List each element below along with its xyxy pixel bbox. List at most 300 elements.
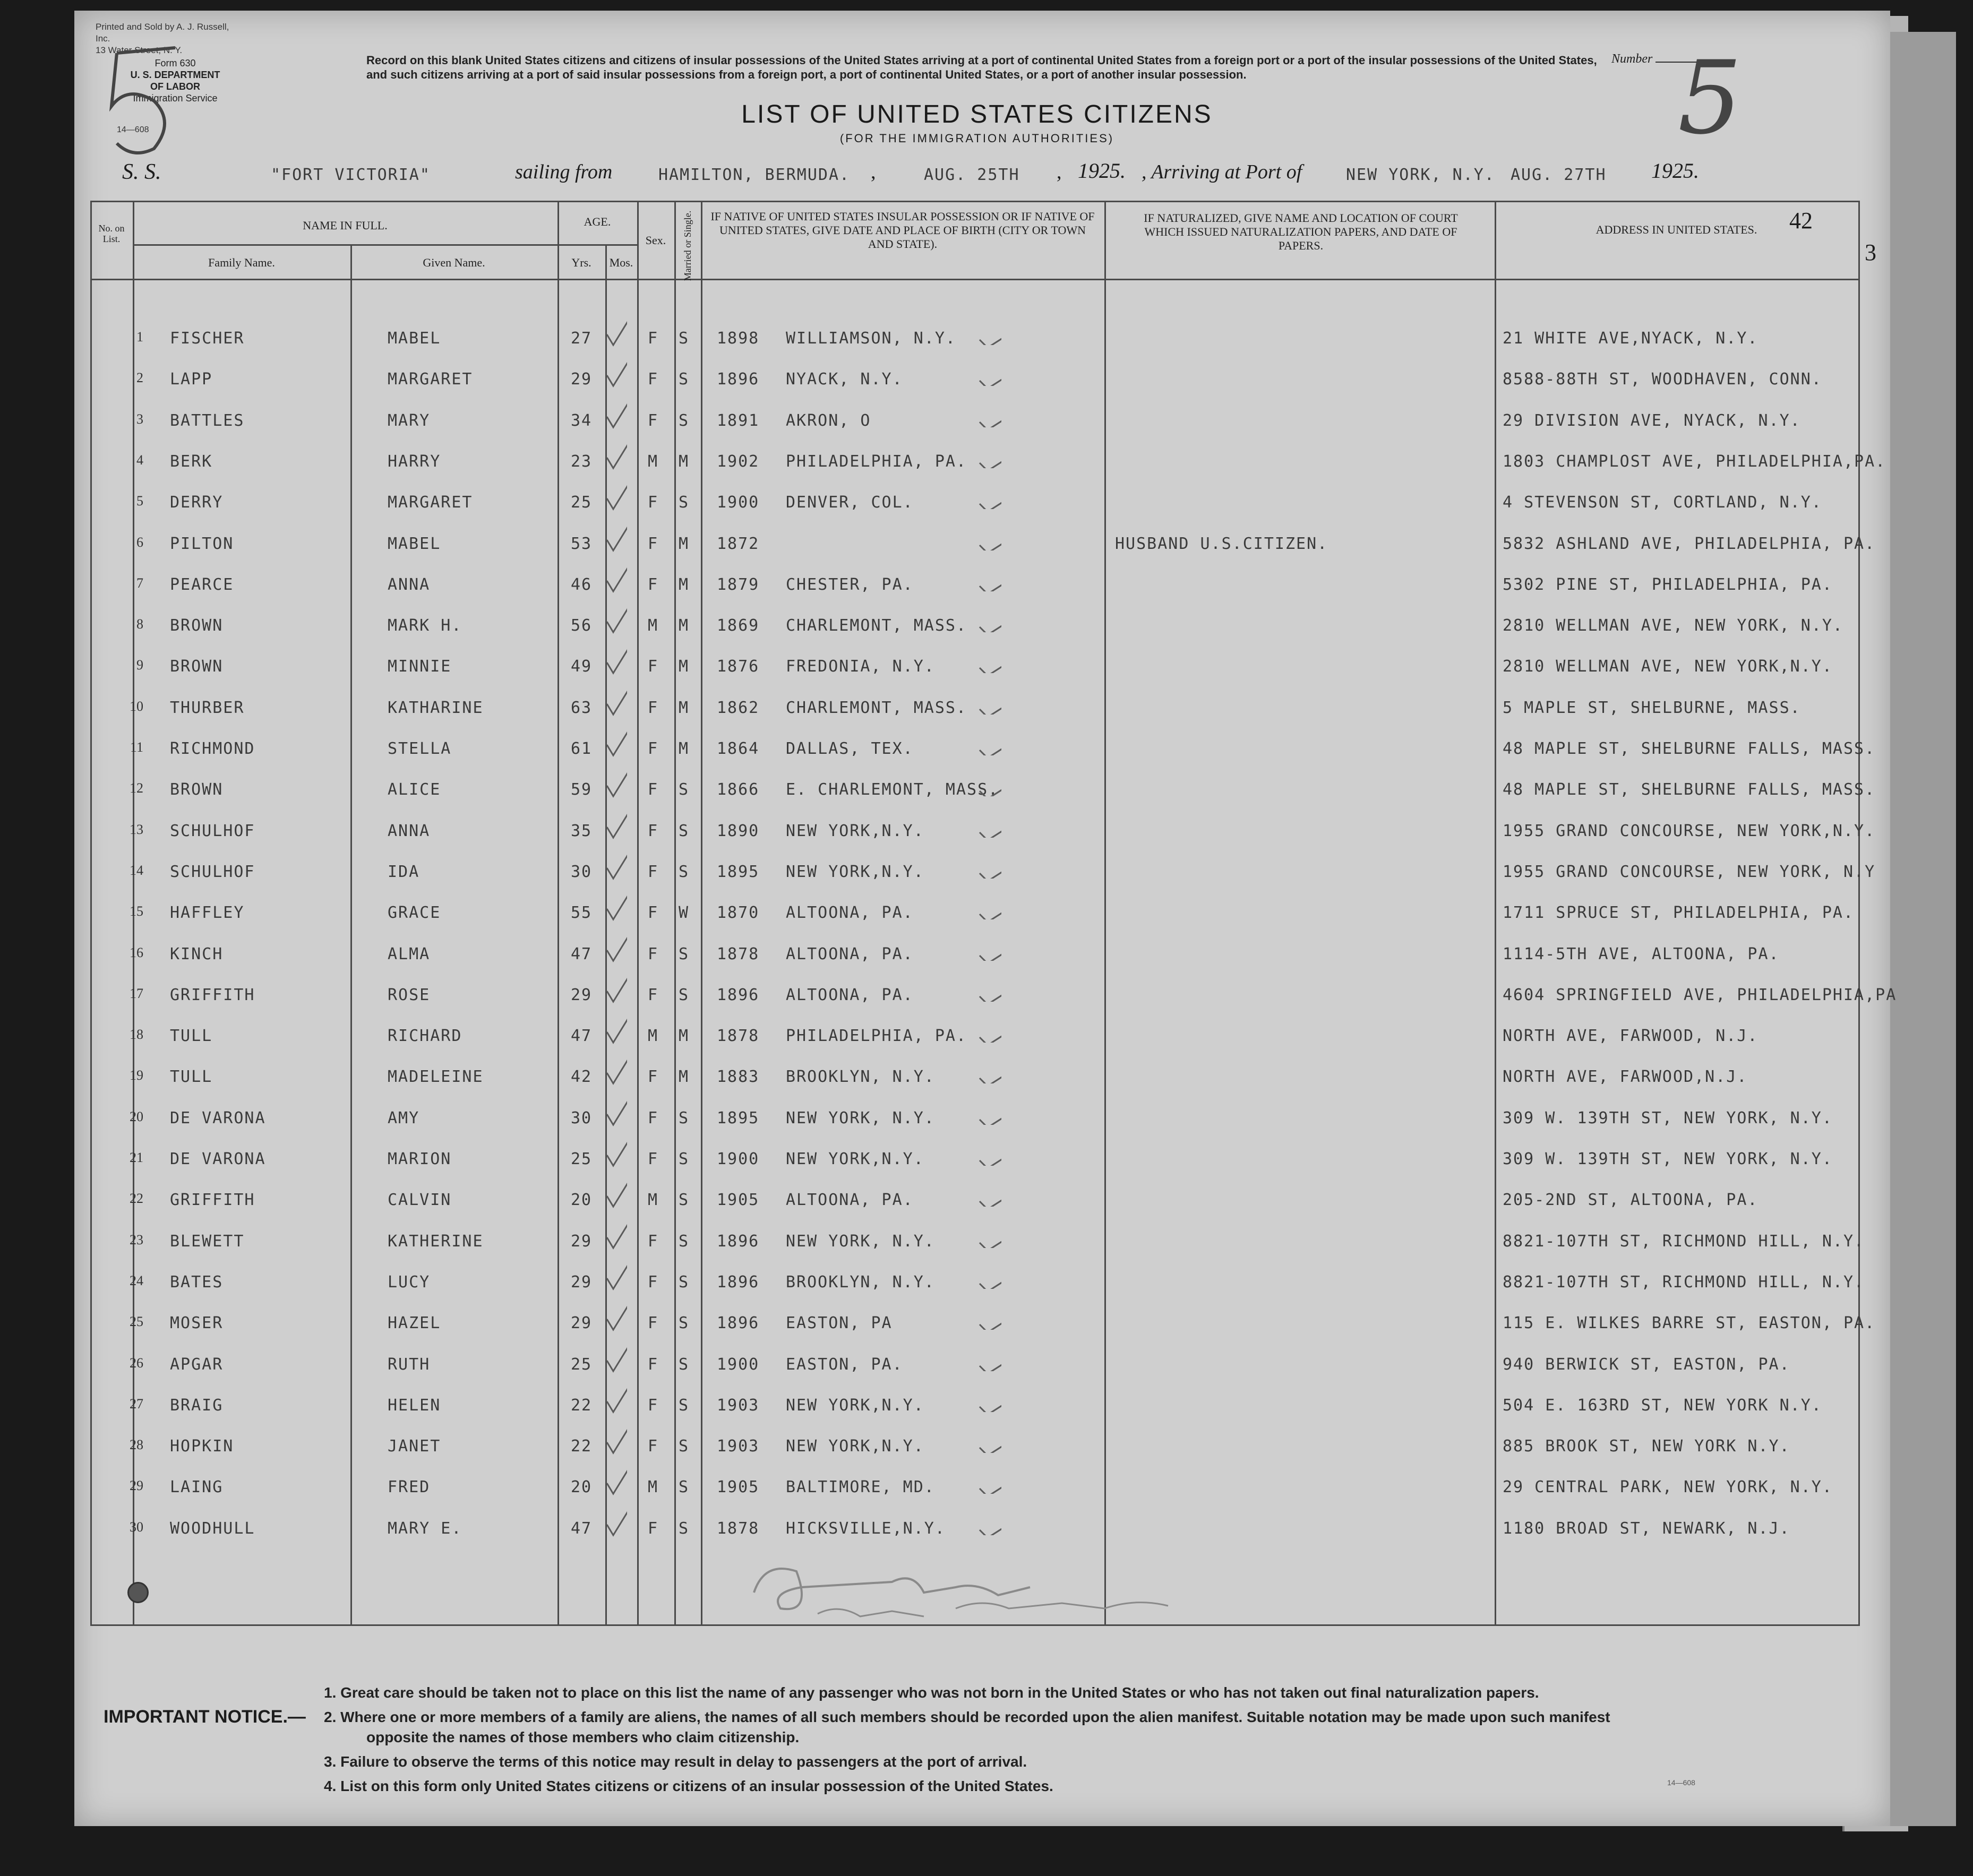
birth-place: NEW YORK,N.Y.: [786, 1437, 924, 1456]
col-header-months: Mos.: [609, 256, 633, 269]
family-name: APGAR: [170, 1355, 224, 1374]
handwritten-list-number: 5: [1678, 39, 1742, 157]
check-mark-icon: [603, 1380, 627, 1417]
family-name: TULL: [170, 1068, 213, 1087]
record-instructions: Record on this blank United States citizens and citizens of insular possessions of the United States arriving at a port of continental United States from a foreign port or a port of the insular possessions of the United States, and such citizens arriving at a port of said insular possessions from a foreign port, a port of continental United States, or a port of another insular possession.: [366, 54, 1597, 81]
birth-place: ALTOONA, PA.: [786, 985, 914, 1004]
given-name: RUTH: [388, 1355, 431, 1374]
row-number: 18: [130, 1027, 143, 1043]
age-years: 53: [571, 534, 593, 553]
age-years: 46: [571, 575, 593, 594]
marital-status: S: [679, 944, 690, 963]
row-number: 11: [130, 739, 143, 755]
family-name: LAING: [170, 1478, 224, 1497]
col-header-birth: IF NATIVE OF UNITED STATES INSULAR POSSESSION OR IF NATIVE OF UNITED STATES, GIVE DATE AND PLACE OF BIRTH (CITY OR TOWN AND STATE).: [710, 210, 1095, 251]
row-number: 26: [130, 1355, 143, 1371]
address: 115 E. WILKES BARRE ST, EASTON, PA.: [1503, 1314, 1876, 1333]
birth-place: BALTIMORE, MD.: [786, 1478, 935, 1497]
check-mark-icon: [977, 1457, 1001, 1494]
col-header-sex: Sex.: [645, 234, 666, 247]
row-number: 4: [136, 452, 143, 468]
marital-status: M: [679, 575, 690, 594]
age-years: 34: [571, 411, 593, 430]
marital-status: M: [679, 657, 690, 676]
age-years: 30: [571, 1108, 593, 1128]
family-name: SCHULHOF: [170, 862, 255, 881]
row-number: 10: [130, 698, 143, 714]
marital-status: M: [679, 616, 690, 635]
address: 8821-107TH ST, RICHMOND HILL, N.Y.: [1503, 1232, 1865, 1251]
family-name: FISCHER: [170, 329, 245, 348]
family-name: MOSER: [170, 1314, 224, 1333]
birth-place: NEW YORK,N.Y.: [786, 1396, 924, 1415]
given-name: GRACE: [388, 903, 441, 923]
family-name: WOODHULL: [170, 1519, 255, 1538]
birth-year: 1862: [717, 698, 760, 717]
marital-status: M: [679, 739, 690, 758]
marital-status: S: [679, 411, 690, 430]
row-number: 17: [130, 985, 143, 1001]
given-name: MADELEINE: [388, 1068, 484, 1087]
birth-place: FREDONIA, N.Y.: [786, 657, 935, 676]
family-name: BROWN: [170, 780, 224, 799]
birth-year: 1903: [717, 1396, 760, 1415]
marital-status: S: [679, 780, 690, 799]
birth-place: CHARLEMONT, MASS.: [786, 698, 967, 717]
birth-year: 1895: [717, 1108, 760, 1128]
check-mark-icon: [977, 1088, 1001, 1125]
sex: F: [648, 329, 659, 348]
birth-place: EASTON, PA.: [786, 1355, 903, 1374]
sex: F: [648, 1232, 659, 1251]
check-mark-icon: [603, 477, 627, 514]
address: 8821-107TH ST, RICHMOND HILL, N.Y.: [1503, 1272, 1865, 1292]
birth-year: 1879: [717, 575, 760, 594]
birth-year: 1896: [717, 1272, 760, 1292]
age-years: 22: [571, 1437, 593, 1456]
sex: F: [648, 370, 659, 389]
birth-year: 1896: [717, 1232, 760, 1251]
birth-place: PHILADELPHIA, PA.: [786, 1027, 967, 1046]
table-top-rule: [90, 201, 1858, 202]
sex: M: [648, 1027, 659, 1046]
sex: F: [648, 1108, 659, 1128]
manifest-page: Printed and Sold by A. J. Russell, Inc. 13 Water Street, N. Y. Form 630 U. S. DEPARTMENT OF LABOR Immigration Service 14—608 Record on this blank United States citizens and citizens of insular possessions of the United States arriving at a port of continental United States from a foreign port or a port of the insular possessions of the United States, and such citizens arriving at a port of said insular possessions from a foreign port, a port of continental United States, or a port of another insular possession. Number 5 LIST OF UNITED STATES CITIZENS (FOR THE IMMIGRATION AUTHORITIES) S. S. "FORT VICTORIA" sailing from HAMILTON, BERMUDA. , AUG. 25TH , 1925. , Arriving at Port of NEW YORK, N.Y. AUG. 27TH 1925. No. on List. NAME IN FULL. Family Name. Given Name. AGE. Yrs. Mos. Sex. Married or Single. IF NATIVE OF UNITED STATES INSULAR POSSESSION OR IF NATIVE OF UNITED STATES, GIVE DATE AND PLACE OF BIRTH (CITY OR TOWN AND STATE). IF NATURALIZED, GIVE NAME AND LOCATION OF COURT WHICH ISSUED NATURALIZATION PAPERS, AND DATE OF PAPERS. ADDRESS IN UNITED STATES. 42 3 1 FISCHER MABEL 27 F S 1898 WILLIAMSON, N.Y. 21 WHITE AVE,NYACK, N.Y. 2 LAPP MARGARET 29 F S 1896 NYACK, N.Y. 8588-88TH ST, WOODHAVEN, CONN. 3 BATTLES MARY 34 F S 1891 AKRON, O 29 DIVISION AVE, NYACK, N.Y. 4 BERK HARRY 23 M M 1902 PHILADELPHIA, PA. 1803 CHAMPLOST AVE, PHILADELPHIA,PA. 5 DERRY MARGARET 25 F S 1900 DENVER, COL. 4 STEVENSON ST, CORTLAND, N.Y. 6 PILTON MABEL 53 F M 1872 HUSBAND U.S.CITIZEN. 5832 ASHLAND AVE, PHILADELPHIA, PA. 7 PEARCE ANNA 46 F M 1879 CHESTER, PA. 5302 PINE ST, PHILADELPHIA, PA. 8 BROWN MARK H. 56 M M 1869 CHARLEMONT, MASS. 2810 WELLMAN AVE, NEW YORK, N.Y. 9 BROWN MINNIE 49 F M 1876 FREDONIA, N.Y. 2810 WELLMAN AVE, NEW YORK,N.Y. 10 THURBER KATHARINE 63 F M 1862 CHARLEMONT, MASS. 5 MAPLE ST, SHELBURNE, MASS. 11 RICHMOND STELLA 61 F M 1864 DALLAS, TEX. 48 MAPLE ST, SHELBURNE FALLS, MASS. 12 BROWN ALICE 59 F S 1866 E. CHARLEMONT, MASS. 48 MAPLE ST, SHELBURNE FALLS, MASS. 13 SCHULHOF ANNA 35 F S 1890 NEW YORK,N.Y. 1955 GRAND CONCOURSE, NEW YORK,N.Y. 14 SCHULHOF IDA 30 F S 1895 NEW YORK,N.Y. 1955 GRAND CONCOURSE, NEW YORK, N.Y 15 HAFFLEY GRACE 55 F W 1870 ALTOONA, PA. 1711 SPRUCE ST, PHILADELPHIA, PA. 16 KINCH ALMA 47 F S 1878 ALTOONA, PA. 1114-5TH AVE, ALTOONA, PA. 17 GRIFFITH ROSE 29 F S 1896 ALTOONA, PA. 4604 SPRINGFIELD AVE, PHILADELPHIA,PA 18 TULL RICHARD 47 M M 1878 PHILADELPHIA, PA. NORTH AVE, FARWOOD, N.J. 19 TULL MADELEINE 42 F M 1883 BROOKLYN, N.Y. NORTH AVE, FARWOOD,N.J. 20 DE VARONA AMY 30 F S 1895 NEW YORK, N.Y. 309 W. 139TH ST, NEW YORK, N.Y. 21 DE VARONA MARION 25 F S 1900 NEW YORK,N.Y. 309 W. 139TH ST, NEW YORK, N.Y. 22 GRIFFITH CALVIN 20 M S 1905 ALTOONA, PA. 205-2ND ST, ALTOONA, PA. 23 BLEWETT KATHERINE 29 F S 1896 NEW YORK, N.Y. 8821-107TH ST, RICHMOND HILL, N.Y. 24 BATES LUCY 29 F S 1896 BROOKLYN, N.Y. 8821-107TH ST, RICHMOND HILL, N.Y. 25 MOSER HAZEL 29 F S 1896 EASTON, PA 115 E. WILKES BARRE ST, EASTON, PA. 26 APGAR RUTH 25 F S 1900 EASTON, PA. 940 BERWICK ST, EASTON, PA. 27 BRAIG HELEN 22 F S 1903 NEW YORK,N.Y. 504 E. 163RD ST, NEW YORK N.Y. 28 HOPKIN JANET 22 F S 1903 NEW YORK,N.Y. 885 BROOK ST, NEW YORK N.Y. 29 LAING FRED 20 M S 1905 BALTIMORE, MD. 29 CENTRAL PARK, NEW YORK, N.Y. 30 WOODHULL MARY E. 47 F S 1878 HICKSVILLE,N.Y. 1180 BROAD ST, NEWARK, N.J. IMPORTANT NOTICE.— 1. Great care should be taken not to place on this list the name of any passenger who was not born in the United States or who has not taken out final naturalization papers. 2. Where one or more members of a family are aliens, the names of all such members should be recorded upon the alien manifest. Suitable notation may be made upon such manifest opposite the names of those members who claim citizenship. 3. Failure to observe the terms of this notice may result in delay to passengers at the port of arrival. 4. List on this form only United States citizens or citizens of an insular possession of the United States. 14—608: [74, 11, 1890, 1826]
sex: F: [648, 1314, 659, 1333]
naturalization-note: HUSBAND U.S.CITIZEN.: [1115, 534, 1328, 553]
birth-place: HICKSVILLE,N.Y.: [786, 1519, 946, 1538]
family-name: BROWN: [170, 616, 224, 635]
birth-year: 1900: [717, 1355, 760, 1374]
check-mark-icon: [977, 1005, 1001, 1043]
address: 1180 BROAD ST, NEWARK, N.J.: [1503, 1519, 1790, 1538]
marital-status: S: [679, 862, 690, 881]
age-years: 29: [571, 985, 593, 1004]
check-mark-icon: [603, 847, 627, 884]
marital-status: S: [679, 1150, 690, 1168]
marital-status: M: [679, 1027, 690, 1046]
sex: F: [648, 534, 659, 553]
arriving-label: , Arriving at Port of: [1142, 161, 1302, 183]
family-name: HOPKIN: [170, 1437, 234, 1456]
birth-place: NEW YORK,N.Y.: [786, 862, 924, 881]
age-years: 29: [571, 370, 593, 389]
address: 1114-5TH AVE, ALTOONA, PA.: [1503, 944, 1780, 963]
age-years: 55: [571, 903, 593, 923]
given-name: MARGARET: [388, 370, 473, 389]
check-mark-icon: [603, 929, 627, 966]
birth-place: CHESTER, PA.: [786, 575, 914, 594]
check-mark-icon: [603, 395, 627, 433]
birth-year: 1870: [717, 903, 760, 923]
birth-place: CHARLEMONT, MASS.: [786, 616, 967, 635]
form-code: 14—608: [117, 125, 149, 134]
family-name: GRIFFITH: [170, 1191, 255, 1210]
address: 309 W. 139TH ST, NEW YORK, N.Y.: [1503, 1150, 1833, 1168]
row-number: 13: [130, 821, 143, 837]
given-name: RICHARD: [388, 1027, 462, 1046]
birth-place: ALTOONA, PA.: [786, 1191, 914, 1210]
check-mark-icon: [977, 431, 1001, 468]
marital-status: S: [679, 1191, 690, 1210]
check-mark-icon: [603, 560, 627, 597]
given-name: AMY: [388, 1108, 420, 1128]
inspector-signature: [733, 1550, 1317, 1630]
address: 885 BROOK ST, NEW YORK N.Y.: [1503, 1437, 1790, 1456]
sex: F: [648, 944, 659, 963]
row-number: 22: [130, 1191, 143, 1207]
check-mark-icon: [603, 1339, 627, 1376]
service: Immigration Service: [133, 93, 218, 104]
check-mark-icon: [977, 1252, 1001, 1289]
row-number: 8: [136, 616, 143, 632]
birth-place: BROOKLYN, N.Y.: [786, 1272, 935, 1292]
row-number: 2: [136, 370, 143, 386]
col-header-age: AGE.: [584, 215, 611, 228]
family-name: TULL: [170, 1027, 213, 1046]
row-number: 23: [130, 1232, 143, 1247]
birth-place: ALTOONA, PA.: [786, 944, 914, 963]
col-header-number: No. on List.: [98, 223, 125, 244]
address: 205-2ND ST, ALTOONA, PA.: [1503, 1191, 1758, 1210]
given-name: ANNA: [388, 821, 431, 840]
age-years: 20: [571, 1191, 593, 1210]
birth-year: 1866: [717, 780, 760, 799]
age-years: 27: [571, 329, 593, 348]
birth-year: 1896: [717, 985, 760, 1004]
table-header-rule: [90, 279, 1858, 280]
address: 5832 ASHLAND AVE, PHILADELPHIA, PA.: [1503, 534, 1876, 553]
row-number: 1: [136, 329, 143, 345]
row-number: 28: [130, 1437, 143, 1453]
birth-year: 1878: [717, 944, 760, 963]
family-name: THURBER: [170, 698, 245, 717]
departure-year: 1925.: [1078, 159, 1126, 183]
address: 1955 GRAND CONCOURSE, NEW YORK,N.Y.: [1503, 821, 1876, 840]
birth-year: 1872: [717, 534, 760, 553]
ss-label: S. S.: [122, 160, 161, 184]
row-number: 25: [130, 1314, 143, 1330]
row-number: 16: [130, 944, 143, 960]
check-mark-icon: [603, 600, 627, 638]
check-mark-icon: [977, 801, 1001, 838]
age-years: 25: [571, 1150, 593, 1168]
family-name: SCHULHOF: [170, 821, 255, 840]
sex: F: [648, 1519, 659, 1538]
address: 48 MAPLE ST, SHELBURNE FALLS, MASS.: [1503, 739, 1876, 758]
check-mark-icon: [603, 1052, 627, 1089]
check-mark-icon: [603, 1462, 627, 1499]
address: 21 WHITE AVE,NYACK, N.Y.: [1503, 329, 1758, 348]
check-mark-icon: [603, 436, 627, 474]
page-title: LIST OF UNITED STATES CITIZENS: [741, 100, 1213, 128]
age-years: 35: [571, 821, 593, 840]
family-name: KINCH: [170, 944, 224, 963]
row-number: 30: [130, 1519, 143, 1535]
given-name: FRED: [388, 1478, 431, 1497]
number-label: Number: [1611, 52, 1653, 66]
marital-status: S: [679, 329, 690, 348]
row-number: 24: [130, 1272, 143, 1288]
check-mark-icon: [603, 764, 627, 802]
family-name: BERK: [170, 452, 213, 471]
sex: F: [648, 1437, 659, 1456]
check-mark-icon: [977, 718, 1001, 755]
sex: M: [648, 1191, 659, 1210]
address: 504 E. 163RD ST, NEW YORK N.Y.: [1503, 1396, 1822, 1415]
address: 940 BERWICK ST, EASTON, PA.: [1503, 1355, 1790, 1374]
arrival-date: AUG. 27TH: [1511, 166, 1607, 184]
birth-place: E. CHARLEMONT, MASS.: [786, 780, 999, 799]
birth-place: ALTOONA, PA.: [786, 903, 914, 923]
side-number: 3: [1865, 239, 1876, 265]
check-mark-icon: [603, 1175, 627, 1212]
marital-status: S: [679, 1108, 690, 1128]
check-mark-icon: [977, 924, 1001, 961]
notice-item-3: 3. Failure to observe the terms of this notice may result in delay to passengers at the port of arrival.: [324, 1753, 1027, 1770]
birth-place: BROOKLYN, N.Y.: [786, 1068, 935, 1087]
row-number: 20: [130, 1108, 143, 1124]
birth-place: EASTON, PA: [786, 1314, 893, 1333]
notice-item-2-cont: opposite the names of those members who claim citizenship.: [366, 1729, 800, 1745]
age-years: 29: [571, 1232, 593, 1251]
check-mark-icon: [977, 1169, 1001, 1207]
check-mark-icon: [977, 595, 1001, 632]
row-number: 15: [130, 903, 143, 919]
given-name: ANNA: [388, 575, 431, 594]
form-number: Form 630: [155, 58, 196, 68]
marital-status: W: [679, 903, 690, 923]
age-years: 25: [571, 493, 593, 512]
printer-address: 13 Water Street, N. Y.: [96, 45, 183, 55]
marital-status: S: [679, 1478, 690, 1497]
age-years: 23: [571, 452, 593, 471]
given-name: MARK H.: [388, 616, 462, 635]
birth-year: 1891: [717, 411, 760, 430]
age-years: 49: [571, 657, 593, 676]
notice-item-1: 1. Great care should be taken not to place on this list the name of any passenger who was not born in the United States or who has not taken out final naturalization papers.: [324, 1684, 1539, 1701]
age-years: 63: [571, 698, 593, 717]
address: 2810 WELLMAN AVE, NEW YORK, N.Y.: [1503, 616, 1843, 635]
age-years: 61: [571, 739, 593, 758]
row-number: 9: [136, 657, 143, 673]
check-mark-icon: [977, 1293, 1001, 1330]
given-name: ROSE: [388, 985, 431, 1004]
page-number: 42: [1789, 208, 1813, 234]
col-header-given-name: Given Name.: [423, 256, 485, 269]
marital-status: S: [679, 370, 690, 389]
marital-status: S: [679, 1272, 690, 1292]
address: 2810 WELLMAN AVE, NEW YORK,N.Y.: [1503, 657, 1833, 676]
handwritten-number-mark: [96, 42, 202, 159]
marital-status: S: [679, 985, 690, 1004]
check-mark-icon: [603, 888, 627, 925]
sex: F: [648, 698, 659, 717]
sex: M: [648, 452, 659, 471]
birth-year: 1896: [717, 1314, 760, 1333]
given-name: MARGARET: [388, 493, 473, 512]
given-name: MARY: [388, 411, 431, 430]
row-number: 6: [136, 534, 143, 550]
birth-year: 1905: [717, 1478, 760, 1497]
address: 4 STEVENSON ST, CORTLAND, N.Y.: [1503, 493, 1822, 512]
col-header-naturalization: IF NATURALIZED, GIVE NAME AND LOCATION OF COURT WHICH ISSUED NATURALIZATION PAPERS, AND DATE OF PAPERS.: [1144, 211, 1458, 252]
given-name: LUCY: [388, 1272, 431, 1292]
given-name: KATHARINE: [388, 698, 484, 717]
birth-place: PHILADELPHIA, PA.: [786, 452, 967, 471]
address: 29 DIVISION AVE, NYACK, N.Y.: [1503, 411, 1801, 430]
row-number: 3: [136, 411, 143, 427]
birth-place: AKRON, O: [786, 411, 871, 430]
given-name: MARION: [388, 1150, 452, 1168]
address: 309 W. 139TH ST, NEW YORK, N.Y.: [1503, 1108, 1833, 1128]
sex: M: [648, 1478, 659, 1497]
check-mark-icon: [603, 641, 627, 678]
age-years: 59: [571, 780, 593, 799]
sex: F: [648, 1272, 659, 1292]
given-name: MABEL: [388, 534, 441, 553]
check-mark-icon: [977, 513, 1001, 550]
row-number: 5: [136, 493, 143, 509]
check-mark-icon: [977, 1416, 1001, 1453]
marital-status: S: [679, 1437, 690, 1456]
row-number: 21: [130, 1150, 143, 1165]
notice-item-4: 4. List on this form only United States citizens or citizens of an insular possession of the United States.: [324, 1778, 1053, 1794]
check-mark-icon: [977, 636, 1001, 673]
row-number: 12: [130, 780, 143, 796]
check-mark-icon: [603, 1093, 627, 1130]
sex: F: [648, 821, 659, 840]
col-header-married-single: Married or Single.: [682, 210, 693, 281]
sex: F: [648, 739, 659, 758]
check-mark-icon: [977, 882, 1001, 919]
family-name: BATTLES: [170, 411, 245, 430]
marital-status: S: [679, 1232, 690, 1251]
check-mark-icon: [977, 554, 1001, 591]
check-mark-icon: [977, 759, 1001, 796]
arrival-port: NEW YORK, N.Y.: [1346, 166, 1495, 184]
address: 1955 GRAND CONCOURSE, NEW YORK, N.Y: [1503, 862, 1876, 881]
family-name: DERRY: [170, 493, 224, 512]
given-name: ALMA: [388, 944, 431, 963]
marital-status: S: [679, 1355, 690, 1374]
sex: M: [648, 616, 659, 635]
age-years: 30: [571, 862, 593, 881]
family-name: RICHMOND: [170, 739, 255, 758]
birth-year: 1864: [717, 739, 760, 758]
sex: F: [648, 493, 659, 512]
sex: F: [648, 411, 659, 430]
check-mark-icon: [603, 313, 627, 350]
given-name: MABEL: [388, 329, 441, 348]
given-name: ALICE: [388, 780, 441, 799]
marital-status: S: [679, 1519, 690, 1538]
birth-year: 1869: [717, 616, 760, 635]
footer-code: 14—608: [1667, 1778, 1695, 1787]
age-years: 20: [571, 1478, 593, 1497]
sex: F: [648, 1068, 659, 1087]
given-name: MINNIE: [388, 657, 452, 676]
age-years: 42: [571, 1068, 593, 1087]
birth-year: 1883: [717, 1068, 760, 1087]
sex: F: [648, 985, 659, 1004]
birth-year: 1876: [717, 657, 760, 676]
family-name: PILTON: [170, 534, 234, 553]
address: NORTH AVE, FARWOOD, N.J.: [1503, 1027, 1758, 1046]
given-name: HAZEL: [388, 1314, 441, 1333]
sex: F: [648, 657, 659, 676]
marital-status: M: [679, 698, 690, 717]
sex: F: [648, 862, 659, 881]
check-mark-icon: [603, 970, 627, 1007]
check-mark-icon: [603, 806, 627, 843]
birth-year: 1896: [717, 370, 760, 389]
given-name: CALVIN: [388, 1191, 452, 1210]
notice-heading: IMPORTANT NOTICE.—: [104, 1707, 306, 1727]
family-name: DE VARONA: [170, 1150, 266, 1168]
age-years: 22: [571, 1396, 593, 1415]
address: NORTH AVE, FARWOOD,N.J.: [1503, 1068, 1748, 1087]
check-mark-icon: [977, 349, 1001, 386]
row-number: 14: [130, 862, 143, 878]
sex: F: [648, 1355, 659, 1374]
birth-year: 1878: [717, 1519, 760, 1538]
sex: F: [648, 903, 659, 923]
birth-year: 1903: [717, 1437, 760, 1456]
address: 8588-88TH ST, WOODHAVEN, CONN.: [1503, 370, 1822, 389]
birth-year: 1878: [717, 1027, 760, 1046]
age-years: 25: [571, 1355, 593, 1374]
given-name: MARY E.: [388, 1519, 462, 1538]
given-name: IDA: [388, 862, 420, 881]
address: 5 MAPLE ST, SHELBURNE, MASS.: [1503, 698, 1801, 717]
birth-year: 1895: [717, 862, 760, 881]
check-mark-icon: [603, 1503, 627, 1541]
birth-year: 1900: [717, 1150, 760, 1168]
given-name: KATHERINE: [388, 1232, 484, 1251]
marital-status: S: [679, 821, 690, 840]
row-number: 19: [130, 1068, 143, 1083]
family-name: LAPP: [170, 370, 213, 389]
check-mark-icon: [977, 472, 1001, 509]
row-number: 27: [130, 1396, 143, 1412]
page-subtitle: (FOR THE IMMIGRATION AUTHORITIES): [839, 132, 1114, 145]
marital-status: S: [679, 1314, 690, 1333]
col-header-address: ADDRESS IN UNITED STATES.: [1595, 223, 1757, 236]
check-mark-icon: [977, 1129, 1001, 1166]
col-header-name: NAME IN FULL.: [303, 219, 388, 232]
check-mark-icon: [977, 841, 1001, 879]
